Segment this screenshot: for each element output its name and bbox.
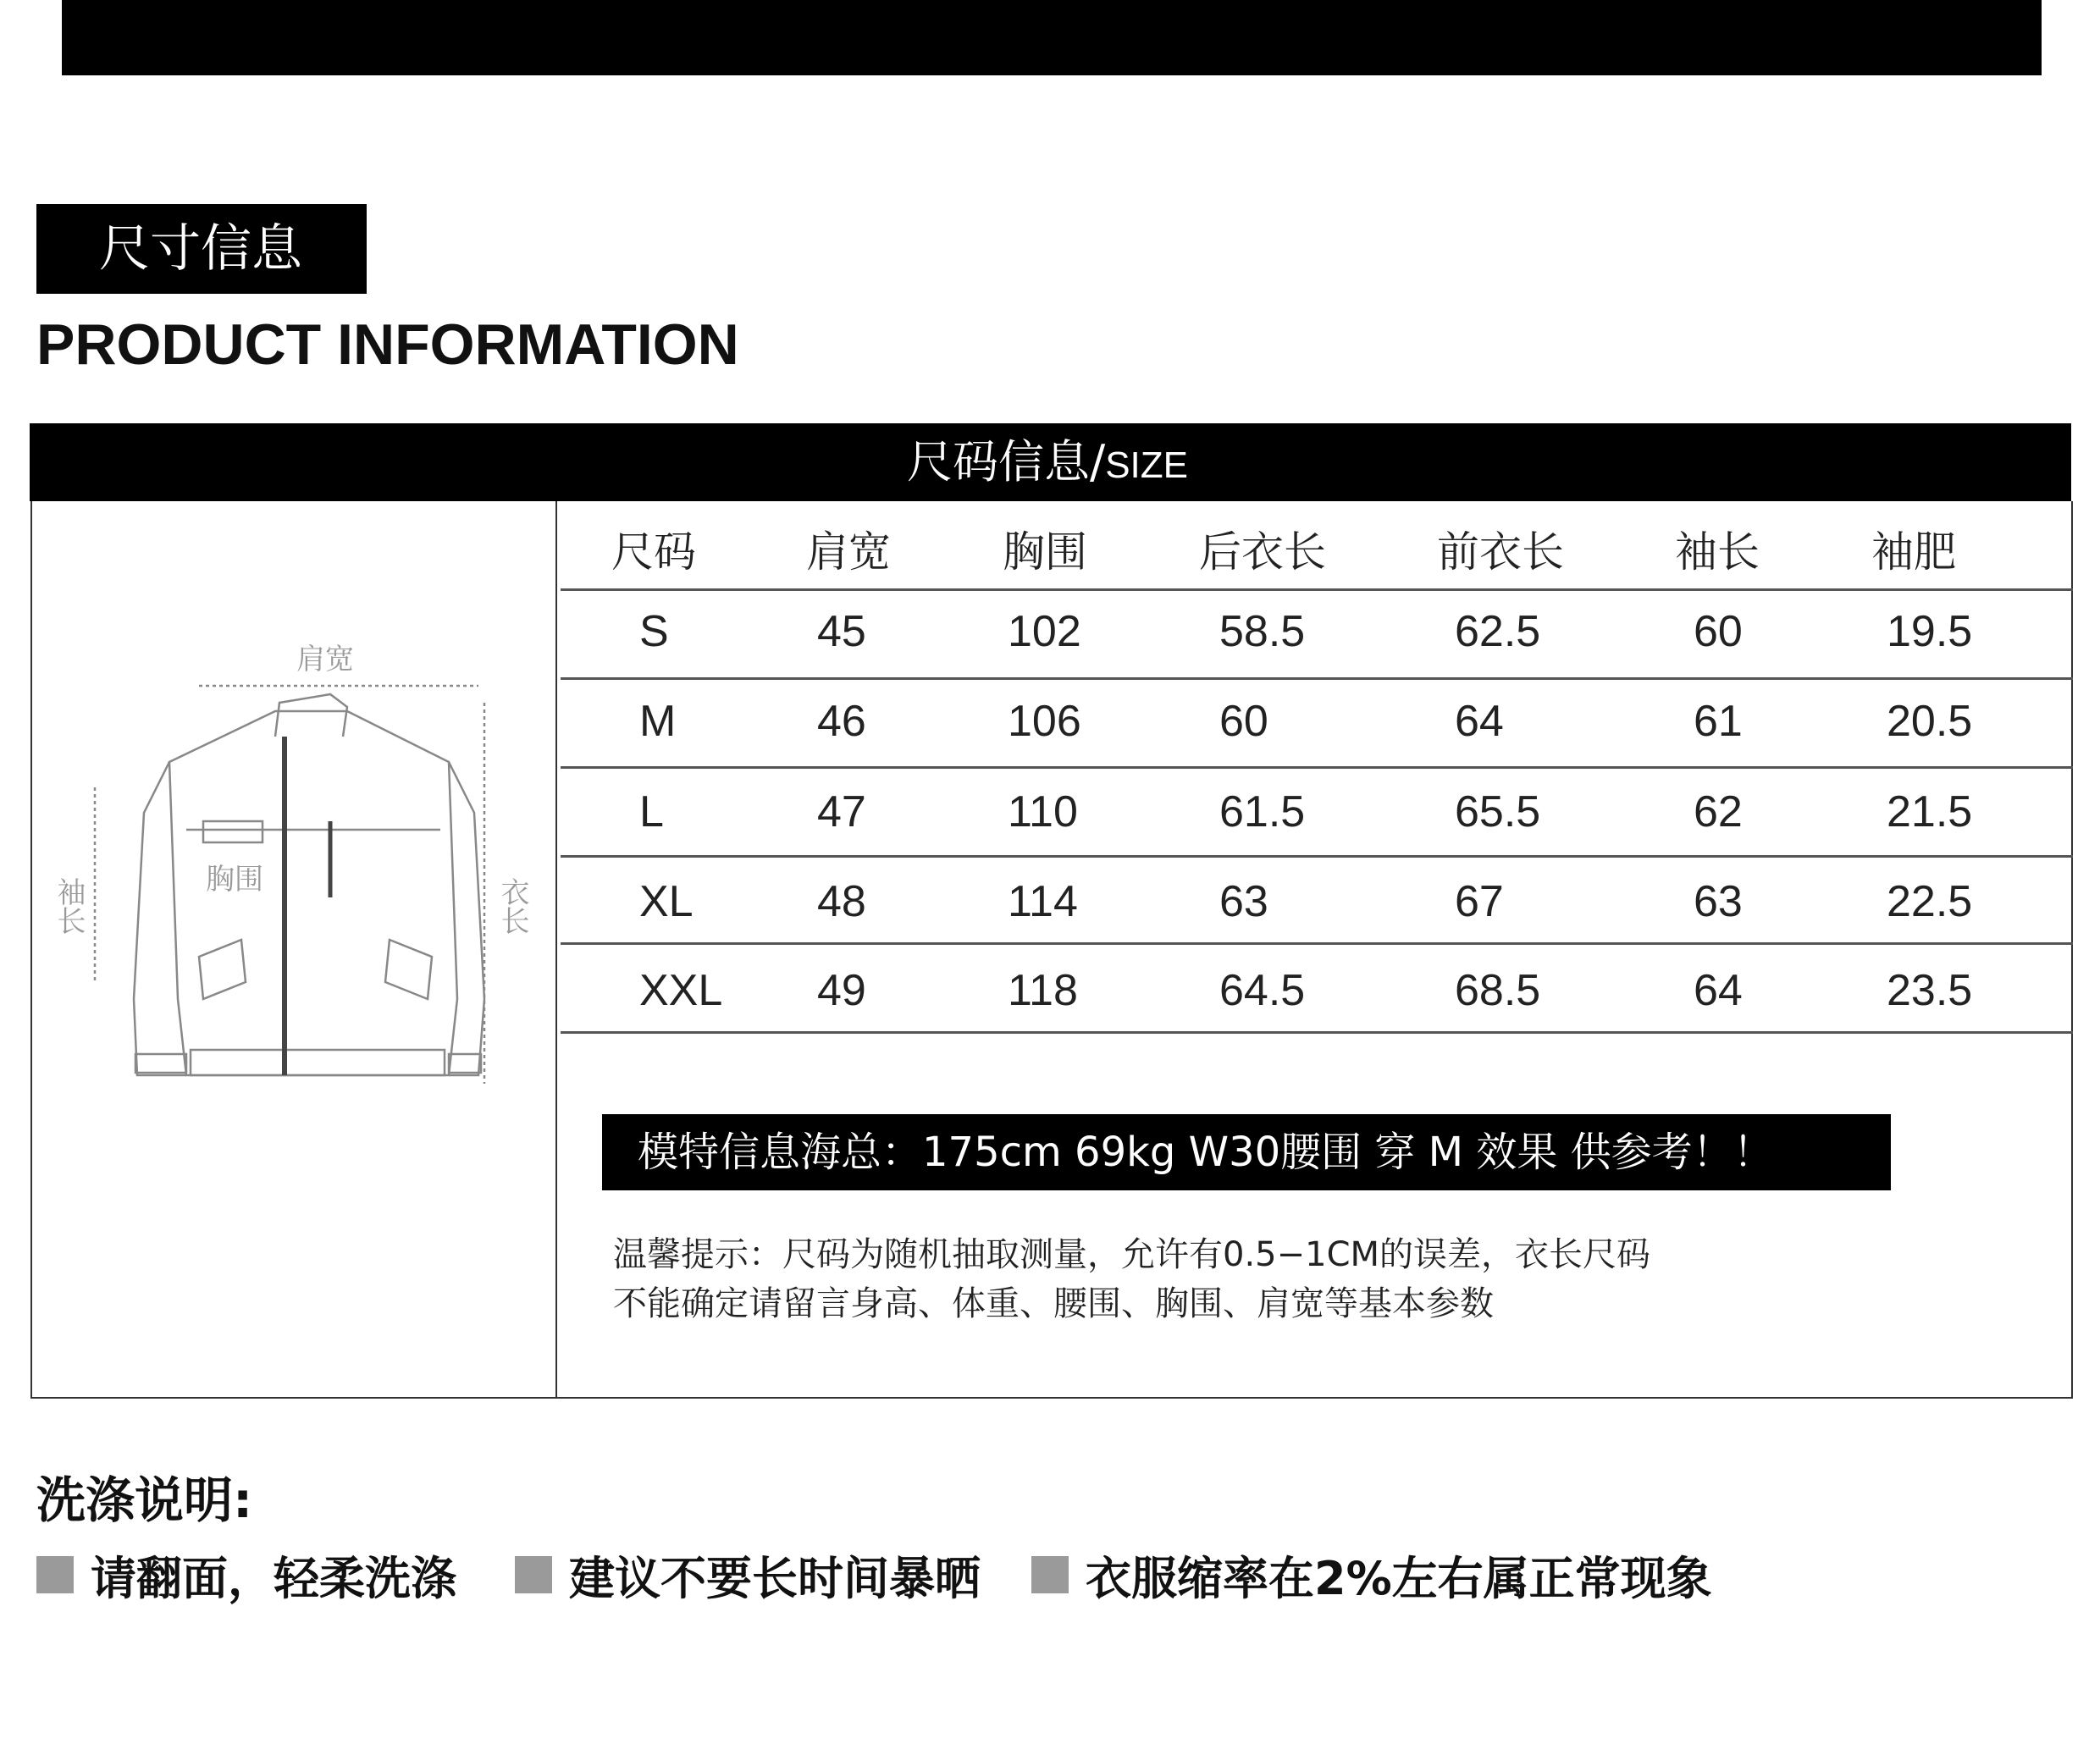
table-cell: 61 xyxy=(1694,697,1743,746)
table-cell: 68.5 xyxy=(1455,966,1541,1015)
table-cell: L xyxy=(639,787,664,836)
diagram-label-shoulder: 肩宽 xyxy=(296,643,354,676)
row-separator xyxy=(561,942,2073,945)
wash-item xyxy=(1031,1549,1712,1605)
wash-item xyxy=(36,1549,456,1605)
table-cell: 65.5 xyxy=(1455,787,1541,836)
bullet-square-icon xyxy=(515,1556,552,1593)
table-cell: 46 xyxy=(817,697,866,746)
wash-title: 洗涤说明: xyxy=(36,1471,253,1529)
table-cell: 63 xyxy=(1219,877,1268,926)
col-header-back-length: 后衣长 xyxy=(1199,527,1326,577)
col-header-sleeve-length: 袖长 xyxy=(1675,527,1760,577)
model-info-bar: 模特信息海总：175cm 69kg W30腰围 穿 M 效果 供参考！！ xyxy=(602,1114,1891,1190)
table-cell: 58.5 xyxy=(1219,607,1306,656)
table-cell: 62 xyxy=(1694,787,1743,836)
row-separator xyxy=(561,855,2073,858)
top-banner-bar xyxy=(62,0,2042,75)
size-table-header xyxy=(30,423,2065,501)
table-cell: 22.5 xyxy=(1887,877,1973,926)
table-cell: 67 xyxy=(1455,877,1504,926)
table-cell: 45 xyxy=(817,607,866,656)
table-cell: 114 xyxy=(1008,877,1078,926)
table-cell: 118 xyxy=(1008,966,1078,1015)
table-cell: XXL xyxy=(639,966,723,1015)
table-divider xyxy=(555,501,557,1399)
table-cell: 64.5 xyxy=(1219,966,1306,1015)
table-cell: 61.5 xyxy=(1219,787,1306,836)
col-header-sleeve-width: 袖肥 xyxy=(1871,527,1956,577)
table-cell: 49 xyxy=(817,966,866,1015)
table-cell: 64 xyxy=(1694,966,1743,1015)
size-note-line-1: 温馨提示：尺码为随机抽取测量，允许有0.5−1CM的误差，衣长尺码 xyxy=(613,1235,1651,1274)
wash-item-text: 建议不要长时间暴晒 xyxy=(569,1551,981,1605)
diagram-label-sleeve: 袖长 xyxy=(52,877,86,935)
row-separator xyxy=(561,766,2073,769)
table-cell: 60 xyxy=(1219,697,1268,746)
section-subtitle: PRODUCT INFORMATION xyxy=(36,312,739,377)
table-cell: 60 xyxy=(1694,607,1743,656)
col-header-chest: 胸围 xyxy=(1003,527,1087,577)
table-cell: 64 xyxy=(1455,697,1504,746)
size-note-line-2: 不能确定请留言身高、体重、腰围、胸围、肩宽等基本参数 xyxy=(613,1284,1494,1323)
bullet-square-icon xyxy=(1031,1556,1069,1593)
table-cell: M xyxy=(639,697,677,746)
table-cell: 62.5 xyxy=(1455,607,1541,656)
table-cell: 63 xyxy=(1694,877,1743,926)
diagram-label-chest: 胸围 xyxy=(206,863,263,897)
section-tag: 尺寸信息 xyxy=(36,204,367,294)
col-header-shoulder: 肩宽 xyxy=(806,527,891,577)
table-cell: 102 xyxy=(1008,607,1081,656)
row-separator xyxy=(561,677,2073,680)
table-cell: 110 xyxy=(1008,787,1078,836)
table-cell: 48 xyxy=(817,877,866,926)
table-cell: 23.5 xyxy=(1887,966,1973,1015)
col-header-size: 尺码 xyxy=(611,527,696,577)
wash-item-text: 衣服缩率在2%左右属正常现象 xyxy=(1086,1551,1712,1605)
row-separator xyxy=(561,1031,2073,1034)
diagram-label-length: 衣长 xyxy=(495,877,529,935)
table-cell: 20.5 xyxy=(1887,697,1973,746)
bullet-square-icon xyxy=(36,1556,74,1593)
header-edge-mark xyxy=(2059,423,2071,501)
table-cell: S xyxy=(639,607,669,656)
size-title-en: SIZE xyxy=(1105,444,1188,486)
table-cell: 47 xyxy=(817,787,866,836)
table-cell: 106 xyxy=(1008,697,1081,746)
jacket-sketch-icon xyxy=(51,643,542,1118)
col-header-front-length: 前衣长 xyxy=(1437,527,1564,577)
wash-item xyxy=(515,1549,981,1605)
table-cell: 19.5 xyxy=(1887,607,1973,656)
row-separator xyxy=(561,588,2073,591)
wash-item-text: 请翻面，轻柔洗涤 xyxy=(91,1551,456,1605)
table-cell: 21.5 xyxy=(1887,787,1973,836)
table-cell: XL xyxy=(639,877,694,926)
size-title-cn: 尺码信息/ xyxy=(907,435,1106,489)
